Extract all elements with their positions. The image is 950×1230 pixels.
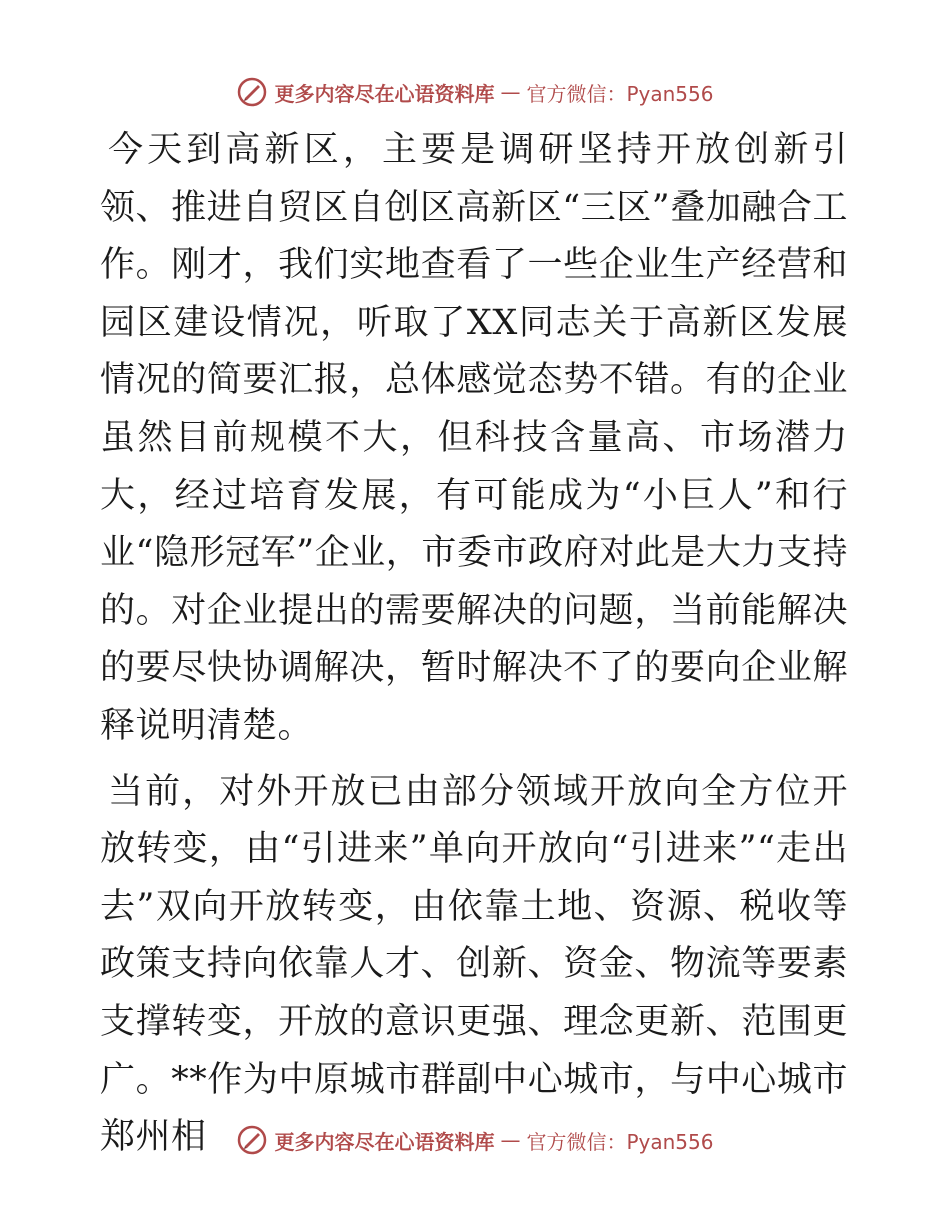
wechat-text: 官方微信：Pyan556 bbox=[526, 81, 714, 106]
pen-logo-icon bbox=[236, 76, 268, 108]
header-banner bbox=[0, 72, 950, 112]
brand-text: 更多内容尽在心语资料库 bbox=[274, 1129, 495, 1154]
brand-text: 更多内容尽在心语资料库 bbox=[274, 81, 495, 106]
banner-separator: — bbox=[500, 1128, 521, 1152]
pen-logo-icon bbox=[236, 1124, 268, 1156]
document-body bbox=[100, 122, 848, 1175]
footer-banner bbox=[0, 1120, 950, 1160]
banner-separator: — bbox=[500, 80, 521, 104]
paragraph-1: 今天到高新区，主要是调研坚持开放创新引领、推进自贸区自创区高新区“三区”叠加融合工作。刚才，我们实地查看了一些企业生产经营和园区建设情况，听取了XX同志关于高新区发展情况的简要汇报，总体感觉态势不错。有的企业虽然目前规模不大，但科技含量高、市场潜力大，经过培育发展，有可能成为“小巨人”和行业“隐形冠军”企业，市委市政府对此是大力支持的。对企业提出的需要解决的问题，当前能解决的要尽快协调解决，暂时解决不了的要向企业解释说明清楚。 bbox=[100, 130, 848, 746]
wechat-text: 官方微信：Pyan556 bbox=[526, 1129, 714, 1154]
paragraph-2: 当前，对外开放已由部分领域开放向全方位开放转变，由“引进来”单向开放向“引进来”“走出去”双向开放转变，由依靠土地、资源、税收等政策支持向依靠人才、创新、资金、物流等要素支撑转变，开放的意识更强、理念更新、范围更广。**作为中原城市群副中心城市，与中心城市郑州相 bbox=[100, 771, 848, 1158]
